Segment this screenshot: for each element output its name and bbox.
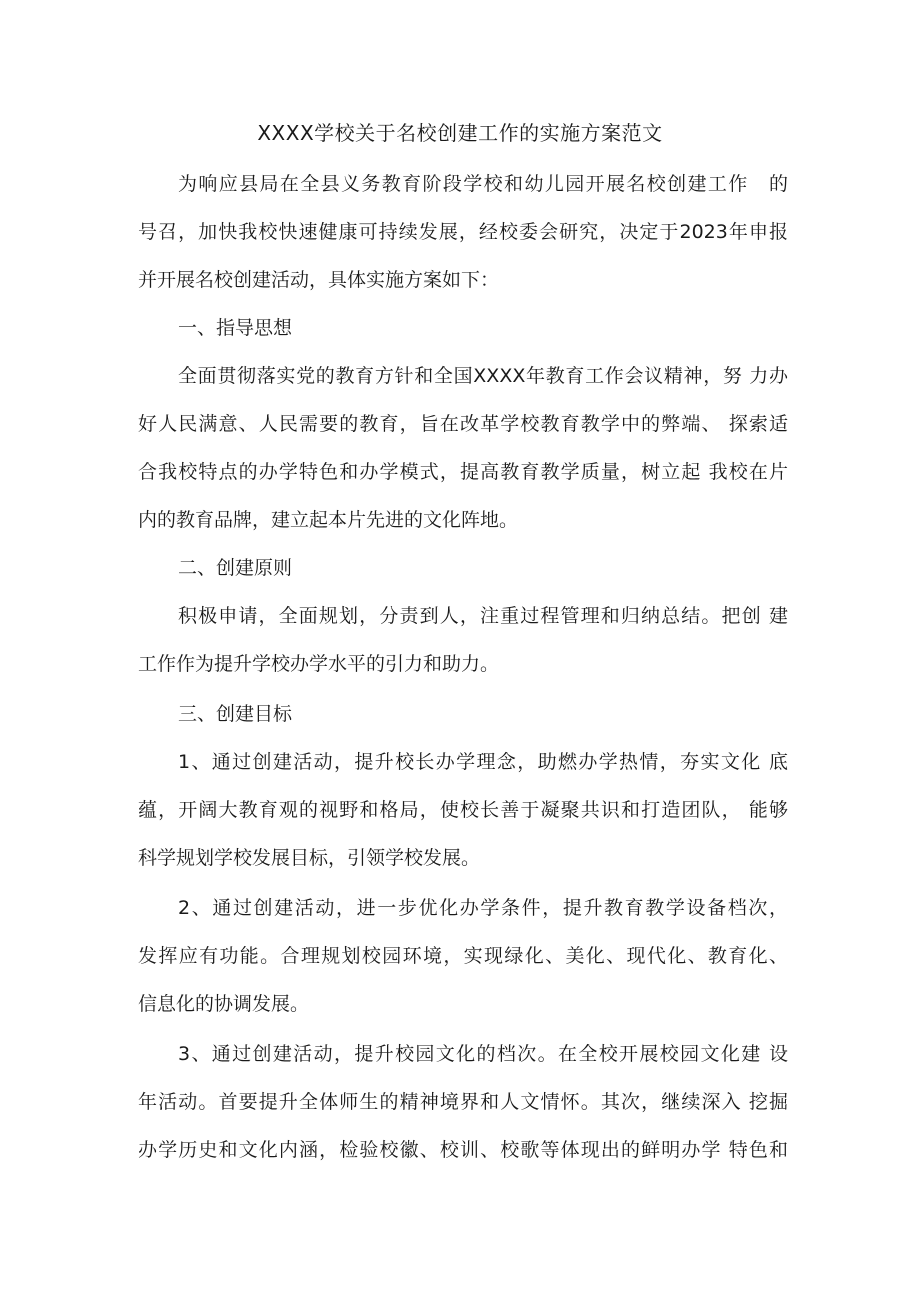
section-heading: 三、创建目标 — [178, 703, 293, 725]
paragraph-line: 号召，加快我校快速健康可持续发展，经校委会研究，决定于2023年申报 — [138, 221, 788, 243]
document-title: XXXX学校关于名校创建工作的实施方案范文 — [257, 121, 663, 145]
paragraph-line: 发挥应有功能。合理规划校园环境，实现绿化、美化、现代化、教育化、 — [138, 945, 788, 967]
section-heading-goals — [138, 690, 788, 738]
paragraph-guiding-ideology — [138, 352, 788, 544]
paragraph-goal-3 — [138, 1030, 788, 1174]
paragraph-line: 年活动。首要提升全体师生的精神境界和人文情怀。其次，继续深入 挖掘 — [138, 1091, 788, 1113]
paragraph-principles — [138, 592, 788, 688]
section-heading-guiding-ideology — [138, 304, 788, 352]
section-heading: 一、指导思想 — [178, 317, 293, 339]
paragraph-line: 2、通过创建活动，进一步优化办学条件，提升教育教学设备档次， — [178, 897, 788, 919]
paragraph-line: 合我校特点的办学特色和办学模式，提高教育教学质量，树立起 我校在片 — [138, 461, 788, 483]
paragraph-line: 好人民满意、人民需要的教育，旨在改革学校教育教学中的弊端、 探索适 — [138, 413, 788, 435]
paragraph-goal-2 — [138, 884, 788, 1028]
paragraph-line: 1、通过创建活动，提升校长办学理念，助燃办学热情，夯实文化 底 — [178, 751, 788, 773]
paragraph-line: 工作作为提升学校办学水平的引力和助力。 — [138, 653, 500, 675]
paragraph-line: 3、通过创建活动，提升校园文化的档次。在全校开展校园文化建 设 — [178, 1043, 788, 1065]
paragraph-line: 内的教育品牌，建立起本片先进的文化阵地。 — [138, 509, 519, 531]
paragraph-intro — [138, 160, 788, 304]
paragraph-line: 全面贯彻落实党的教育方针和全国XXXX年教育工作会议精神，努 力办 — [178, 365, 788, 387]
paragraph-line: 为响应县局在全县义务教育阶段学校和幼儿园开展名校创建工作 的 — [178, 173, 788, 195]
paragraph-line: 并开展名校创建活动，具体实施方案如下： — [138, 269, 500, 291]
section-heading: 二、创建原则 — [178, 557, 293, 579]
paragraph-line: 积极申请，全面规划，分责到人，注重过程管理和归纳总结。把创 建 — [178, 605, 788, 627]
paragraph-line: 蕴，开阔大教育观的视野和格局，使校长善于凝聚共识和打造团队， 能够 — [138, 799, 788, 821]
paragraph-goal-1 — [138, 738, 788, 882]
paragraph-line: 办学历史和文化内涵，检验校徽、校训、校歌等体现出的鲜明办学 特色和 — [138, 1139, 788, 1161]
paragraph-line: 科学规划学校发展目标，引领学校发展。 — [138, 847, 481, 869]
section-heading-principles — [138, 544, 788, 592]
paragraph-line: 信息化的协调发展。 — [138, 993, 310, 1015]
